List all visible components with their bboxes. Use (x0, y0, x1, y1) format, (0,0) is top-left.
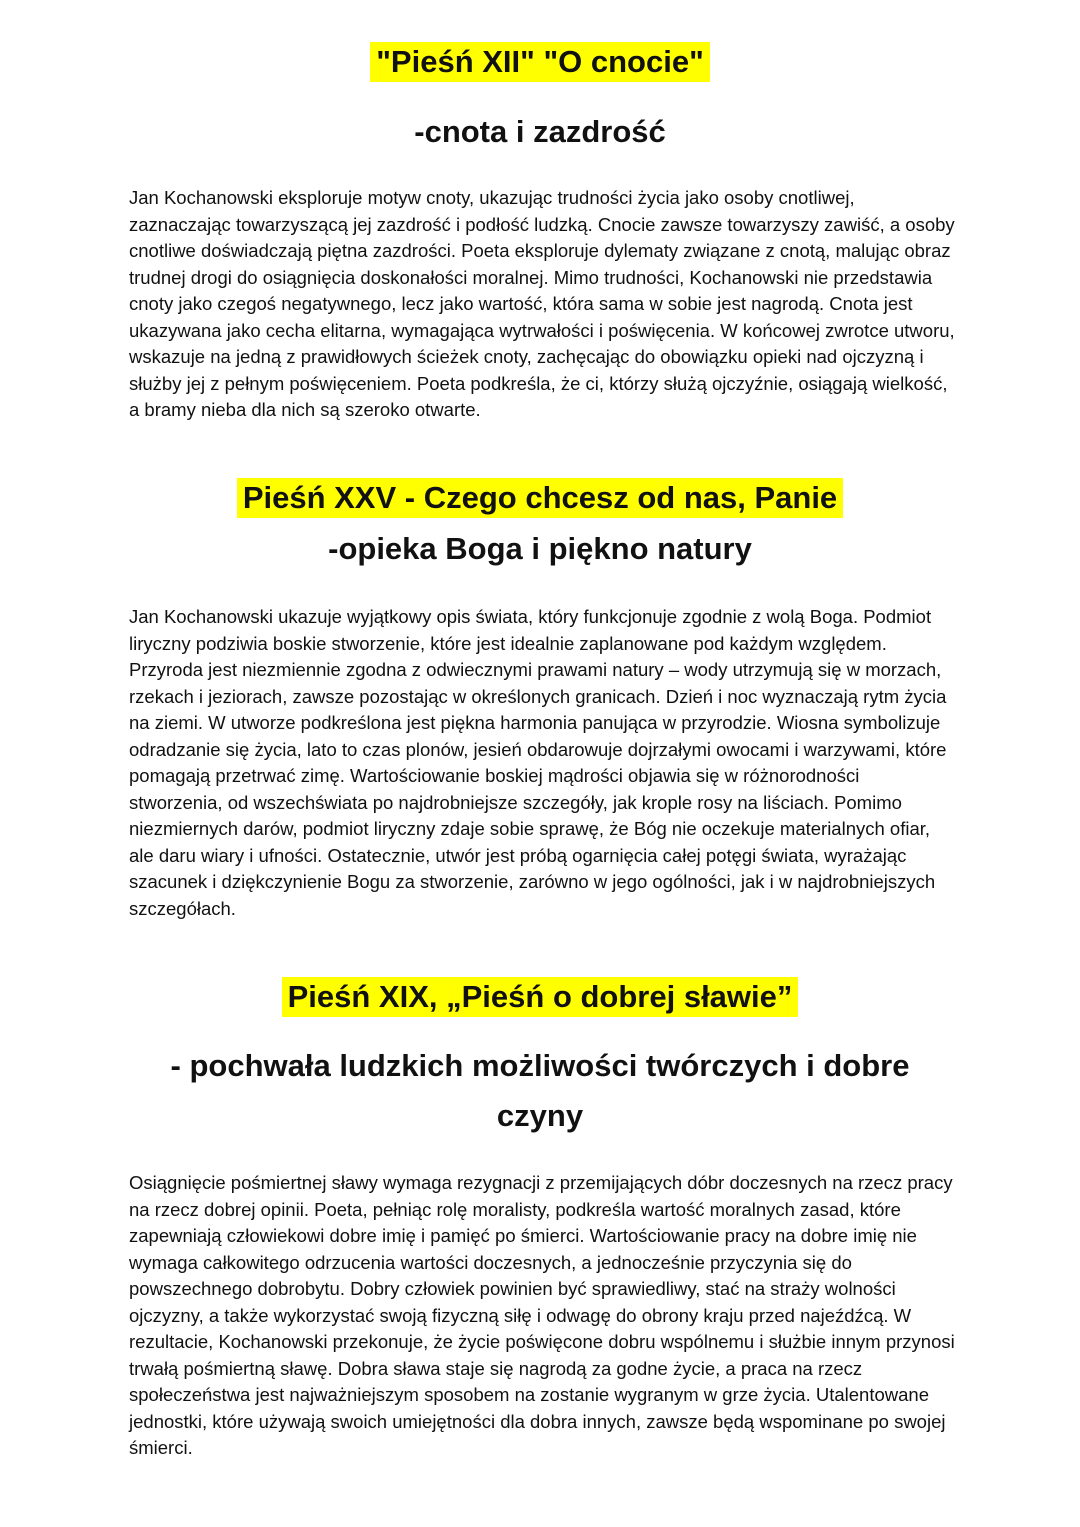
section-2-title: Pieśń XXV - Czego chcesz od nas, Panie (237, 478, 843, 518)
section-2-title-wrap (0, 478, 1080, 518)
section-1-title: "Pieśń XII" "O cnocie" (370, 42, 710, 82)
section-1-body: Jan Kochanowski eksploruje motyw cnoty, ukazując trudności życia jako osoby cnotliwej, zaznaczając towarzyszącą jej zazdrość i podłość ludzką. Cnocie zawsze towarzyszy zawiść, a osoby cnotliwe doświadczają piętna zazdrości. Poeta eksploruje dylematy związane z cnotą, malując obraz trudnej drogi do osiągnięcia doskonałości moralnej. Mimo trudności, Kochanowski nie przedstawia cnoty jako czegoś negatywnego, lecz jako wartość, która sama w sobie jest nagrodą. Cnota jest ukazywana jako cecha elitarna, wymagająca wytrwałości i poświęcenia. W końcowej zwrotce utworu, wskazuje na jedną z prawidłowych ścieżek cnoty, zachęcając do obowiązku opieki nad ojczyzną i służby jej z pełnym poświęceniem. Poeta podkreśla, że ci, którzy służą ojczyźnie, osiągają wielkość, a bramy nieba dla nich są szeroko otwarte. (129, 187, 955, 420)
section-3-title-wrap (0, 977, 1080, 1017)
section-3-body: Osiągnięcie pośmiertnej sławy wymaga rezygnacji z przemijających dóbr doczesnych na rzecz pracy na rzecz dobrej opinii. Poeta, pełniąc rolę moralisty, podkreśla wartość moralnych zasad, które zapewniają człowiekowi dobre imię i pamięć po śmierci. Wartościowanie pracy na dobre imię nie wymaga całkowitego odrzucenia wartości doczesnych, a jednocześnie przyczynia się do powszechnego dobrobytu. Dobry człowiek powinien być sprawiedliwy, stać na straży wolności ojczyzny, a także wykorzystać swoją fizyczną siłę i odwagę do obrony kraju przed najeźdźcą. W rezultacie, Kochanowski przekonuje, że życie poświęcone dobru wspólnemu i służbie innym przynosi trwałą pośmiertną sławę. Dobra sława staje się nagrodą za godne życie, a praca na rzecz społeczeństwa jest najważniejszym sposobem na zostanie wygranym w grze życia. Utalentowane jednostki, które używają swoich umiejętności dla dobra innych, zawsze będą wspominane po swojej śmierci. (129, 1172, 955, 1458)
section-3-title: Pieśń XIX, „Pieśń o dobrej sławie” (282, 977, 799, 1017)
section-3-subtitle: - pochwała ludzkich możliwości twórczych i dobre czyny (170, 1048, 910, 1133)
section-2-subtitle: -opieka Boga i piękno natury (328, 531, 752, 566)
section-2-body: Jan Kochanowski ukazuje wyjątkowy opis świata, który funkcjonuje zgodnie z wolą Boga. Podmiot liryczny podziwia boskie stworzenie, które jest idealnie zaplanowane pod każdym względem. Przyroda jest niezmiennie zgodna z odwiecznymi prawami natury – wody utrzymują się w morzach, rzekach i jeziorach, zawsze pozostając w określonych granicach. Dzień i noc wyznaczają rytm życia na ziemi. W utworze podkreślona jest piękna harmonia panująca w przyrodzie. Wiosna symbolizuje odradzanie się życia, lato to czas plonów, jesień obdarowuje dojrzałymi owocami i warzywami, które pomagają przetrwać zimę. Wartościowanie boskiej mądrości objawia się w różnorodności stworzenia, od wszechświata po najdrobniejsze szczegóły, jak krople rosy na liściach. Pomimo niezmiernych darów, podmiot liryczny zdaje sobie sprawę, że Bóg nie oczekuje materialnych ofiar, ale daru wiary i ufności. Ostatecznie, utwór jest próbą ogarnięcia całej potęgi świata, wyrażając szacunek i dziękczynienie Bogu za stworzenie, zarówno w jego ogólności, jak i w najdrobniejszych szczegółach. (129, 606, 947, 919)
section-1-subtitle: -cnota i zazdrość (414, 114, 666, 149)
section-1-title-wrap (0, 42, 1080, 82)
